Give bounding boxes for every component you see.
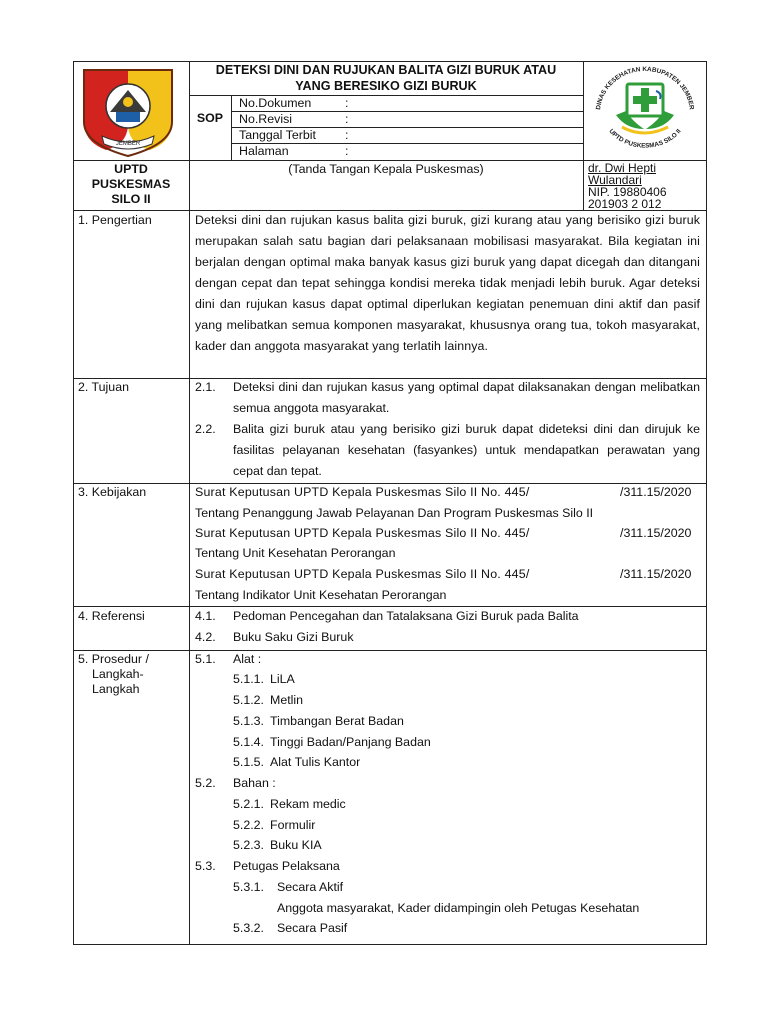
left-logo-banner: JEMBER [115, 141, 141, 147]
section-label-kebijakan: 3. Kebijakan [78, 485, 147, 499]
kebijakan-1-line2: Tentang Penanggung Jawab Pelayanan Dan Program Puskesmas Silo II [195, 506, 594, 520]
tujuan-num-2: 2.2. [195, 422, 216, 436]
prosedur-num-5-1-4: 5.1.4. [233, 735, 265, 749]
org-name-line1: UPTD [114, 162, 148, 176]
signer-nip-line1: NIP. 19880406 [588, 185, 667, 199]
prosedur-text-5-1-4: Tinggi Badan/Panjang Badan [270, 735, 431, 749]
tujuan-text-1: Deteksi dini dan rujukan kasus yang optimal dapat dilaksanakan dengan melibatkan semua anggota masyarakat. [233, 380, 700, 415]
org-name-line2: PUSKESMAS [91, 177, 171, 191]
referensi-text-1: Pedoman Pencegahan dan Tatalaksana Gizi Buruk pada Balita [233, 609, 579, 623]
prosedur-text-5-3-1: Secara Aktif [277, 880, 344, 894]
prosedur-text-5-3-2: Secara Pasif [277, 921, 348, 935]
kebijakan-1-line1-left: Surat Keputusan UPTD Kepala Puskesmas Silo II No. 445/ [195, 485, 530, 499]
kebijakan-2-line2: Tentang Unit Kesehatan Perorangan [195, 546, 396, 560]
meta-label-tanggal-terbit: Tanggal Terbit [239, 128, 316, 142]
prosedur-text-5-2-2: Formulir [270, 818, 316, 832]
kebijakan-1-line1-right: /311.15/2020 [620, 485, 692, 499]
document-title-line2: YANG BERESIKO GIZI BURUK [295, 79, 477, 93]
prosedur-num-5-2-2: 5.2.2. [233, 818, 265, 832]
referensi-text-2: Buku Saku Gizi Buruk [233, 630, 354, 644]
prosedur-text-5-2-1: Rekam medic [270, 797, 346, 811]
signer-nip-line2: 201903 2 012 [588, 197, 662, 211]
prosedur-num-5-1-5: 5.1.5. [233, 755, 265, 769]
prosedur-num-5-3: 5.3. [195, 859, 216, 873]
kebijakan-2-line1-right: /311.15/2020 [620, 526, 692, 540]
prosedur-num-5-2-3: 5.2.3. [233, 838, 265, 852]
section-label-prosedur-line3: Langkah [92, 682, 140, 696]
section-label-prosedur-line1: 5. Prosedur / [78, 652, 149, 666]
prosedur-num-5-1: 5.1. [195, 652, 216, 666]
section-label-pengertian: 1. Pengertian [78, 213, 152, 227]
meta-label-no-revisi: No.Revisi [239, 112, 293, 126]
prosedur-num-5-2: 5.2. [195, 776, 216, 790]
pengertian-text: Deteksi dini dan rujukan kasus balita gizi buruk, gizi kurang atau yang berisiko gizi buruk merupakan salah satu bagian dari pelaksanaan mobilisasi masyarakat. Bila kegiatan ini berjalan dengan optimal maka banyak kasus gizi buruk yang dapat dicegah dan ditangani dengan cepat dan tepat sehingga kondisi mereka tidak menjadi lebih buruk. Agar deteksi dini dan rujukan kasus dapat optimal diperlukan kegiatan penemuan dini aktif dan pasif yang melibatkan semua komponen masyarakat, khususnya orang tua, tokoh masyarakat, kader dan anggota masyarakat yang terlatih lainnya. [195, 213, 700, 353]
referensi-num-1: 4.1. [195, 609, 216, 623]
signer-name-line2: Wulandari [588, 173, 642, 187]
svg-text:UPTD PUSKESMAS SILO II [607, 128, 682, 150]
kebijakan-2-line1-left: Surat Keputusan UPTD Kepala Puskesmas Silo II No. 445/ [195, 526, 530, 540]
prosedur-text-5-2: Bahan : [233, 776, 276, 790]
prosedur-num-5-2-1: 5.2.1. [233, 797, 265, 811]
meta-label-halaman: Halaman [239, 144, 289, 158]
prosedur-text-5-1-3: Timbangan Berat Badan [270, 714, 404, 728]
signer-name-line1: dr. Dwi Hepti [588, 161, 657, 175]
prosedur-num-5-1-3: 5.1.3. [233, 714, 265, 728]
prosedur-text-5-1-5: Alat Tulis Kantor [270, 755, 361, 769]
puskesmas-logo [586, 63, 704, 157]
prosedur-text-5-1-1: LiLA [270, 672, 295, 686]
jember-shield-logo [80, 64, 176, 158]
prosedur-num-5-1-2: 5.1.2. [233, 693, 265, 707]
kebijakan-3-line2: Tentang Indikator Unit Kesehatan Perorangan [195, 588, 447, 602]
prosedur-num-5-3-1: 5.3.1. [233, 880, 265, 894]
sop-label: SOP [196, 111, 224, 125]
section-label-referensi: 4. Referensi [78, 609, 145, 623]
kebijakan-3-line1-right: /311.15/2020 [620, 567, 692, 581]
prosedur-text-5-2-3: Buku KIA [270, 838, 322, 852]
signature-caption: (Tanda Tangan Kepala Puskesmas) [288, 162, 484, 176]
referensi-num-2: 4.2. [195, 630, 216, 644]
prosedur-text-5-3: Petugas Pelaksana [233, 859, 340, 873]
prosedur-num-5-3-2: 5.3.2. [233, 921, 265, 935]
meta-sep-no-revisi: : [345, 112, 349, 126]
tujuan-text-2: Balita gizi buruk atau yang berisiko gizi buruk dapat dideteksi dini dan dirujuk ke fasilitas pelayanan kesehatan (fasyankes) untuk mendapatkan perawatan yang cepat dan tepat. [233, 422, 700, 478]
meta-sep-halaman: : [345, 144, 349, 158]
section-label-prosedur-line2: Langkah- [92, 667, 144, 681]
prosedur-num-5-1-1: 5.1.1. [233, 672, 265, 686]
meta-sep-tanggal-terbit: : [345, 128, 349, 142]
org-name-line3: SILO II [111, 192, 151, 206]
prosedur-text-5-1: Alat : [233, 652, 262, 666]
right-logo-text-top: DINAS KESEHATAN KABUPATEN JEMBER [595, 65, 695, 111]
prosedur-text-5-3-1-detail: Anggota masyarakat, Kader didampingin oleh Petugas Kesehatan [277, 901, 640, 915]
right-logo-text-bottom: UPTD PUSKESMAS SILO II [607, 127, 683, 150]
kebijakan-3-line1-left: Surat Keputusan UPTD Kepala Puskesmas Silo II No. 445/ [195, 567, 530, 581]
section-label-tujuan: 2. Tujuan [78, 380, 129, 394]
meta-label-no-dokumen: No.Dokumen [239, 96, 312, 110]
prosedur-text-5-1-2: Metlin [270, 693, 304, 707]
tujuan-num-1: 2.1. [195, 380, 216, 394]
meta-sep-no-dokumen: : [345, 96, 349, 110]
document-title-line1: DETEKSI DINI DAN RUJUKAN BALITA GIZI BURUK ATAU [215, 63, 557, 77]
